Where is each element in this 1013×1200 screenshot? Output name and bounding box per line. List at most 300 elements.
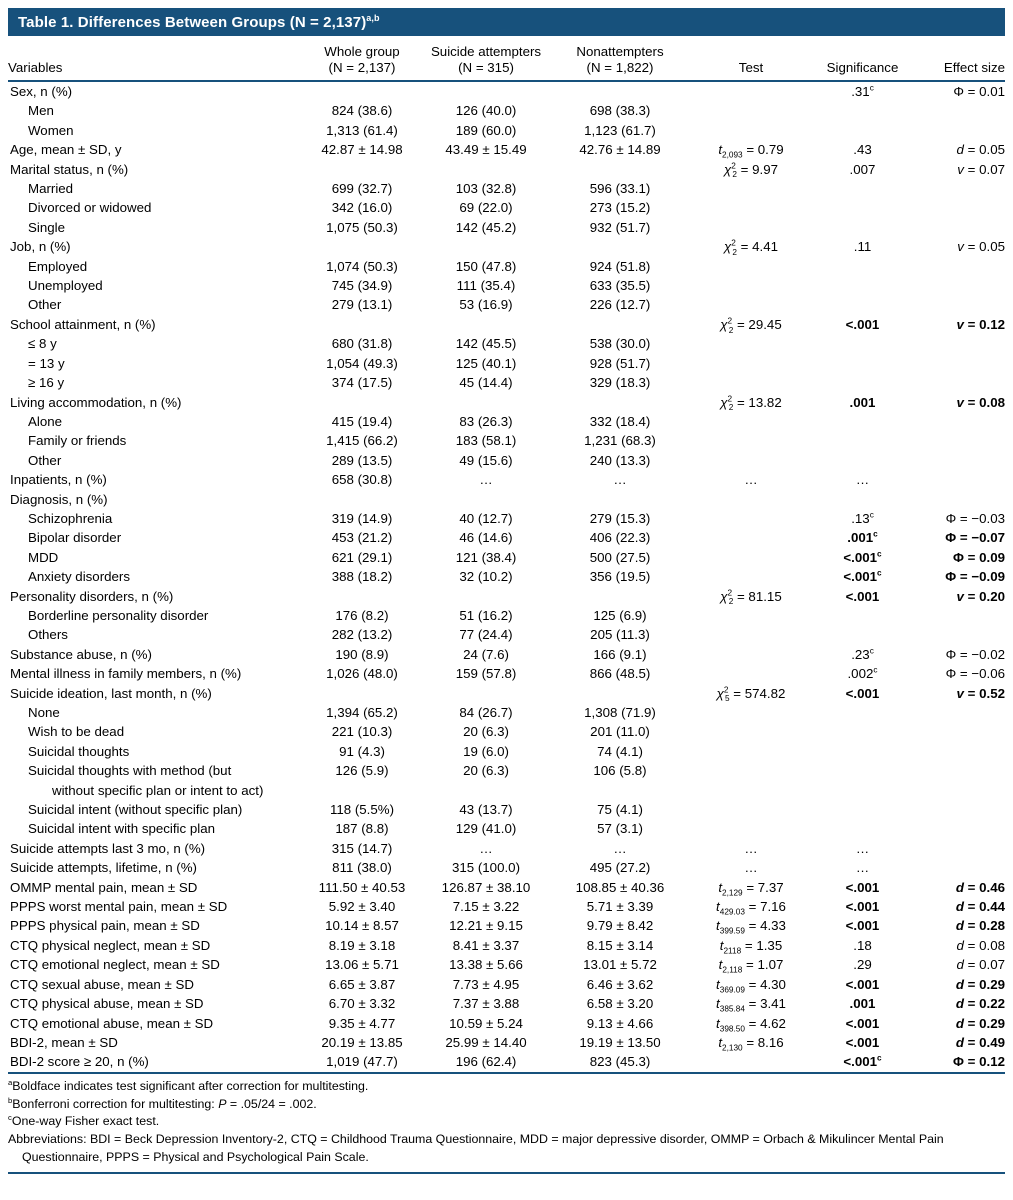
- cell-attempters: [424, 315, 548, 334]
- cell-variable: Job, n (%): [10, 239, 71, 255]
- cell-significance: .007: [849, 161, 876, 177]
- cell-attempters: 142 (45.5): [455, 336, 517, 352]
- cell-nonattempters: 928 (51.7): [589, 355, 651, 371]
- cell-nonattempters: 273 (15.2): [589, 200, 651, 216]
- cell-significance: [810, 819, 915, 838]
- table-row: [8, 140, 1005, 159]
- table-row: [8, 1052, 1005, 1072]
- cell-variable: ≤ 8 y: [28, 336, 57, 352]
- cell-nonattempters: [548, 315, 692, 334]
- cell-attempters: 69 (22.0): [459, 200, 513, 216]
- table-row: [8, 81, 1005, 101]
- cell-significance: .43: [853, 142, 872, 158]
- table-row: [8, 431, 1005, 450]
- cell-test: [692, 664, 810, 683]
- cell-significance: .23$^c$: [851, 646, 874, 662]
- cell-variable: Suicidal thoughts: [28, 743, 130, 759]
- cell-attempters: 121 (38.4): [455, 549, 517, 565]
- table-row: [8, 1014, 1005, 1033]
- table-title-footnote-marker: a,b: [366, 13, 380, 23]
- cell-nonattempters: 932 (51.7): [589, 219, 651, 235]
- cell-significance: <.001$^c$: [843, 549, 882, 565]
- cell-significance: .001$^c$: [847, 529, 878, 546]
- cell-test: [692, 606, 810, 625]
- cell-whole-group: 279 (13.1): [331, 297, 393, 313]
- cell-effect-size: Φ = 0.09: [953, 549, 1005, 565]
- cell-attempters: 12.21 ± 9.15: [449, 918, 523, 934]
- cell-variable: CTQ emotional abuse, mean ± SD: [10, 1015, 214, 1031]
- cell-effect-size: Φ = −0.06: [945, 666, 1005, 682]
- cell-attempters: …: [479, 472, 493, 488]
- cell-effect-size: [915, 295, 1005, 314]
- cell-significance: .002$^c$: [847, 665, 878, 682]
- cell-test: [692, 121, 810, 140]
- cell-attempters: 46 (14.6): [459, 530, 513, 546]
- cell-attempters: 159 (57.8): [455, 666, 517, 682]
- cell-significance: [810, 354, 915, 373]
- cell-test: [692, 509, 810, 528]
- cell-whole-group: 91 (4.3): [339, 743, 385, 759]
- cell-variable: Suicidal thoughts with method (but without specific plan or intent to act): [28, 763, 264, 798]
- cell-effect-size: d = 0.22: [955, 996, 1005, 1012]
- cell-whole-group: 176 (8.2): [335, 607, 389, 623]
- cell-attempters: 43 (13.7): [459, 802, 513, 818]
- cell-whole-group: 9.35 ± 4.77: [328, 1015, 396, 1031]
- cell-attempters: 126.87 ± 38.10: [441, 879, 531, 895]
- footnote: $^c$One-way Fisher exact test.: [8, 1113, 160, 1129]
- cell-nonattempters: 924 (51.8): [589, 258, 651, 274]
- cell-test: [692, 431, 810, 450]
- cell-effect-size: d = 0.44: [955, 899, 1005, 915]
- table-row: [8, 858, 1005, 877]
- cell-attempters: 183 (58.1): [455, 433, 517, 449]
- cell-variable: PPPS worst mental pain, mean ± SD: [10, 899, 228, 915]
- cell-whole-group: 824 (38.6): [331, 103, 393, 119]
- cell-whole-group: [300, 315, 424, 334]
- cell-variable: Family or friends: [28, 433, 127, 449]
- cell-whole-group: 374 (17.5): [331, 375, 393, 391]
- cell-effect-size: v = 0.05: [957, 239, 1005, 255]
- cell-test: [692, 257, 810, 276]
- cell-variable: Married: [28, 181, 74, 197]
- table-row: [8, 218, 1005, 237]
- cell-effect-size: [915, 121, 1005, 140]
- table-row: [8, 334, 1005, 353]
- cell-significance: <.001: [845, 899, 880, 915]
- cell-nonattempters: 1,308 (71.9): [584, 705, 656, 720]
- cell-nonattempters: 19.19 ± 13.50: [579, 1034, 661, 1050]
- cell-test: [692, 819, 810, 838]
- cell-attempters: 126 (40.0): [455, 103, 517, 119]
- cell-variable: Suicidal intent with specific plan: [28, 821, 215, 837]
- cell-nonattempters: [548, 81, 692, 101]
- table-row: [8, 509, 1005, 528]
- cell-test: $t_{398.50} = 4.62$: [716, 1015, 786, 1034]
- cell-test: [692, 567, 810, 586]
- cell-significance: <.001: [845, 1015, 880, 1031]
- cell-nonattempters: 74 (4.1): [597, 743, 643, 759]
- table-row: [8, 121, 1005, 140]
- cell-whole-group: 621 (29.1): [331, 549, 393, 565]
- table-row: [8, 315, 1005, 334]
- footnote: $^a$Boldface indicates test significant after correction for multitesting.: [8, 1077, 369, 1093]
- cell-significance: [810, 334, 915, 353]
- cell-whole-group: 315 (14.7): [331, 840, 393, 856]
- cell-test: [692, 412, 810, 431]
- cell-effect-size: [915, 334, 1005, 353]
- cell-test: $\chi^2_2 = 13.82$: [720, 394, 782, 413]
- cell-significance: [810, 742, 915, 761]
- cell-whole-group: 289 (13.5): [331, 452, 393, 468]
- cell-whole-group: 342 (16.0): [331, 200, 393, 216]
- cell-nonattempters: 329 (18.3): [589, 375, 651, 391]
- cell-effect-size: v = 0.07: [957, 161, 1005, 177]
- cell-variable: Other: [28, 452, 62, 468]
- cell-effect-size: [915, 742, 1005, 761]
- cell-significance: .18: [853, 937, 872, 953]
- cell-significance: [810, 761, 915, 800]
- table-row: [8, 761, 1005, 800]
- cell-significance: [810, 276, 915, 295]
- cell-test: $\chi^2_2 = 81.15$: [720, 588, 782, 607]
- cell-significance: [810, 625, 915, 644]
- cell-effect-size: d = 0.07: [956, 957, 1005, 973]
- cell-nonattempters: [548, 160, 692, 179]
- cell-significance: <.001: [845, 588, 880, 604]
- cell-nonattempters: 240 (13.3): [589, 452, 651, 468]
- cell-whole-group: 415 (19.4): [331, 413, 393, 429]
- table-row: [8, 664, 1005, 683]
- cell-significance: <.001$^c$: [843, 1053, 882, 1070]
- cell-effect-size: [915, 761, 1005, 800]
- cell-attempters: [424, 81, 548, 101]
- cell-effect-size: v = 0.08: [956, 394, 1005, 410]
- cell-test: [692, 81, 810, 101]
- cell-attempters: 150 (47.8): [455, 258, 517, 274]
- cell-whole-group: 190 (8.9): [335, 646, 389, 662]
- cell-variable: Anxiety disorders: [28, 569, 130, 585]
- cell-effect-size: [915, 800, 1005, 819]
- cell-whole-group: 8.19 ± 3.18: [328, 937, 396, 953]
- cell-test: …: [744, 860, 758, 876]
- cell-attempters: 189 (60.0): [455, 122, 517, 138]
- cell-effect-size: d = 0.28: [955, 918, 1005, 934]
- cell-whole-group: 453 (21.2): [331, 530, 393, 546]
- cell-nonattempters: 57 (3.1): [597, 821, 643, 837]
- cell-variable: CTQ physical neglect, mean ± SD: [10, 937, 211, 953]
- cell-variable: Borderline personality disorder: [28, 607, 209, 623]
- cell-significance: .29: [853, 957, 872, 973]
- cell-effect-size: Φ = −0.07: [945, 530, 1005, 546]
- cell-attempters: 43.49 ± 15.49: [445, 142, 527, 158]
- table-row: [8, 994, 1005, 1013]
- cell-effect-size: [915, 490, 1005, 509]
- cell-whole-group: [300, 684, 424, 703]
- cell-variable: Suicide ideation, last month, n (%): [10, 685, 212, 701]
- cell-attempters: 45 (14.4): [459, 375, 513, 391]
- cell-nonattempters: 538 (30.0): [589, 336, 651, 352]
- cell-test: [692, 645, 810, 664]
- cell-whole-group: 1,075 (50.3): [326, 219, 398, 235]
- cell-variable: School attainment, n (%): [10, 316, 156, 332]
- cell-variable: Men: [28, 103, 54, 119]
- cell-significance: <.001: [845, 316, 880, 332]
- cell-variable: Inpatients, n (%): [10, 472, 107, 488]
- cell-test: [692, 761, 810, 800]
- table-header: [8, 36, 1005, 81]
- col-header-variables: Variables: [8, 36, 300, 81]
- cell-attempters: 129 (41.0): [455, 821, 517, 837]
- cell-whole-group: 811 (38.0): [332, 860, 392, 876]
- cell-effect-size: [915, 839, 1005, 858]
- cell-effect-size: [915, 354, 1005, 373]
- cell-nonattempters: 108.85 ± 40.36: [575, 879, 665, 895]
- table-row: [8, 916, 1005, 935]
- cell-test: [692, 490, 810, 509]
- cell-effect-size: [915, 101, 1005, 120]
- cell-attempters: [424, 587, 548, 606]
- cell-significance: [810, 800, 915, 819]
- cell-test: $t_{385.84} = 3.41$: [716, 996, 786, 1014]
- cell-effect-size: v = 0.20: [956, 588, 1005, 604]
- cell-whole-group: 1,394 (65.2): [326, 705, 398, 720]
- cell-significance: [810, 431, 915, 450]
- table-row: [8, 528, 1005, 547]
- cell-whole-group: 5.92 ± 3.40: [328, 899, 396, 915]
- cell-nonattempters: [548, 393, 692, 412]
- cell-whole-group: 13.06 ± 5.71: [325, 957, 399, 973]
- cell-significance: .001: [849, 996, 876, 1012]
- cell-variable: Suicidal intent (without specific plan): [28, 802, 243, 818]
- cell-effect-size: [915, 703, 1005, 722]
- cell-variable: Unemployed: [28, 278, 103, 294]
- cell-nonattempters: 5.71 ± 3.39: [586, 899, 654, 915]
- cell-variable: BDI-2 score ≥ 20, n (%): [10, 1054, 149, 1070]
- cell-attempters: [424, 237, 548, 256]
- table-row: [8, 936, 1005, 955]
- cell-variable: Marital status, n (%): [10, 161, 129, 177]
- cell-nonattempters: 596 (33.1): [589, 181, 651, 197]
- cell-significance: [810, 101, 915, 120]
- cell-variable: Age, mean ± SD, y: [10, 142, 122, 158]
- cell-test: [692, 722, 810, 741]
- cell-whole-group: 1,026 (48.0): [326, 666, 398, 682]
- cell-effect-size: d = 0.29: [955, 976, 1005, 992]
- cell-nonattempters: 1,231 (68.3): [584, 433, 656, 449]
- cell-whole-group: 111.50 ± 40.53: [318, 879, 406, 895]
- table-row: [8, 179, 1005, 198]
- cell-variable: Single: [28, 219, 65, 235]
- cell-effect-size: [915, 179, 1005, 198]
- cell-test: [692, 703, 810, 722]
- cell-variable: Others: [28, 627, 68, 643]
- cell-significance: [810, 373, 915, 392]
- cell-attempters: 315 (100.0): [451, 860, 520, 876]
- cell-effect-size: d = 0.08: [956, 937, 1005, 953]
- cell-nonattempters: …: [613, 840, 627, 856]
- cell-significance: [810, 198, 915, 217]
- cell-variable: Alone: [28, 413, 63, 429]
- cell-significance: .13$^c$: [851, 510, 874, 526]
- cell-attempters: 53 (16.9): [459, 297, 513, 313]
- col-header-whole-group: Whole group (N = 2,137): [300, 36, 424, 81]
- cell-nonattempters: 201 (11.0): [590, 724, 650, 740]
- cell-nonattempters: 9.79 ± 8.42: [586, 918, 654, 934]
- table-row: [8, 839, 1005, 858]
- cell-attempters: 77 (24.4): [459, 627, 513, 643]
- cell-effect-size: d = 0.49: [955, 1034, 1005, 1050]
- cell-test: [692, 800, 810, 819]
- cell-nonattempters: 9.13 ± 4.66: [586, 1015, 654, 1031]
- cell-variable: Other: [28, 297, 62, 313]
- cell-whole-group: [300, 81, 424, 101]
- cell-variable: Living accommodation, n (%): [10, 394, 182, 410]
- cell-attempters: 25.99 ± 14.40: [445, 1034, 527, 1050]
- table-row: [8, 742, 1005, 761]
- col-header-significance: Significance: [810, 36, 915, 81]
- header-row: [8, 36, 1005, 81]
- table-row: [8, 800, 1005, 819]
- cell-significance: [810, 703, 915, 722]
- cell-effect-size: [915, 276, 1005, 295]
- cell-effect-size: Φ = −0.09: [945, 569, 1005, 585]
- cell-attempters: 20 (6.3): [463, 763, 509, 779]
- cell-effect-size: Φ = −0.03: [945, 510, 1005, 526]
- cell-effect-size: [915, 431, 1005, 450]
- cell-effect-size: Φ = 0.12: [953, 1054, 1005, 1070]
- cell-whole-group: 1,074 (50.3): [326, 258, 398, 274]
- cell-test: $\chi^2_2 = 4.41$: [723, 238, 779, 257]
- cell-nonattempters: 332 (18.4): [589, 413, 651, 429]
- cell-variable: Women: [28, 122, 74, 138]
- cell-whole-group: 118 (5.5%): [329, 802, 395, 818]
- cell-effect-size: [915, 451, 1005, 470]
- cell-nonattempters: 13.01 ± 5.72: [583, 957, 657, 973]
- cell-whole-group: 6.65 ± 3.87: [328, 976, 396, 992]
- cell-significance: [810, 257, 915, 276]
- cell-attempters: 7.37 ± 3.88: [452, 996, 520, 1012]
- cell-effect-size: [915, 625, 1005, 644]
- cell-test: [692, 451, 810, 470]
- cell-whole-group: 319 (14.9): [331, 510, 393, 526]
- cell-effect-size: v = 0.52: [956, 685, 1005, 701]
- cell-significance: <.001: [845, 685, 880, 701]
- cell-whole-group: [300, 490, 424, 509]
- cell-test: $t_{399.59} = 4.33$: [716, 918, 786, 937]
- cell-nonattempters: 1,123 (61.7): [584, 122, 656, 138]
- cell-test: …: [744, 840, 758, 856]
- footnotes: [8, 1074, 1005, 1174]
- cell-effect-size: [915, 470, 1005, 489]
- cell-nonattempters: 823 (45.3): [589, 1054, 651, 1070]
- table-row: [8, 101, 1005, 120]
- cell-whole-group: 126 (5.9): [335, 763, 389, 779]
- cell-whole-group: 20.19 ± 13.85: [321, 1034, 403, 1050]
- cell-variable: Sex, n (%): [10, 84, 73, 99]
- cell-attempters: 10.59 ± 5.24: [449, 1015, 523, 1031]
- table-row: [8, 276, 1005, 295]
- cell-significance: .11: [853, 239, 872, 255]
- cell-nonattempters: [548, 490, 692, 509]
- cell-effect-size: [915, 606, 1005, 625]
- cell-attempters: 19 (6.0): [463, 743, 509, 759]
- cell-variable: MDD: [28, 549, 59, 565]
- cell-variable: Divorced or widowed: [28, 200, 152, 216]
- cell-test: [692, 101, 810, 120]
- cell-whole-group: 42.87 ± 14.98: [321, 142, 403, 158]
- table-row: [8, 625, 1005, 644]
- cell-test: [692, 334, 810, 353]
- cell-test: $t_{429.03} = 7.16$: [716, 899, 786, 917]
- cell-attempters: 103 (32.8): [455, 181, 517, 197]
- table-row: [8, 412, 1005, 431]
- table-row: [8, 160, 1005, 179]
- cell-significance: <.001: [845, 1034, 880, 1050]
- cell-test: [692, 528, 810, 547]
- table-row: [8, 703, 1005, 722]
- cell-attempters: 83 (26.3): [459, 413, 513, 429]
- table-row: [8, 295, 1005, 314]
- cell-variable: Personality disorders, n (%): [10, 588, 174, 604]
- cell-variable: BDI-2, mean ± SD: [10, 1034, 118, 1050]
- cell-nonattempters: 205 (11.3): [590, 627, 650, 643]
- table-row: [8, 897, 1005, 916]
- cell-test: $\chi^2_2 = 29.45$: [720, 316, 782, 335]
- cell-attempters: 8.41 ± 3.37: [452, 937, 520, 953]
- cell-nonattempters: 6.58 ± 3.20: [586, 996, 654, 1012]
- cell-test: [692, 198, 810, 217]
- cell-test: $t_{2,129} = 7.37$: [718, 879, 784, 898]
- cell-effect-size: [915, 722, 1005, 741]
- cell-test: [692, 742, 810, 761]
- cell-attempters: 7.15 ± 3.22: [452, 899, 520, 915]
- table-row: [8, 393, 1005, 412]
- cell-attempters: 20 (6.3): [463, 724, 509, 740]
- table-title-bar: [8, 8, 1005, 36]
- cell-whole-group: 680 (31.8): [331, 336, 393, 352]
- cell-variable: CTQ emotional neglect, mean ± SD: [10, 957, 220, 973]
- cell-effect-size: Φ = −0.02: [945, 646, 1005, 662]
- cell-attempters: …: [479, 840, 493, 856]
- table-title: Table 1. Differences Between Groups (N = 2,137): [18, 14, 367, 31]
- cell-attempters: [424, 684, 548, 703]
- cell-whole-group: [300, 587, 424, 606]
- table-row: [8, 257, 1005, 276]
- cell-nonattempters: 356 (19.5): [589, 569, 651, 585]
- cell-attempters: 51 (16.2): [459, 607, 513, 623]
- table-row: [8, 587, 1005, 606]
- cell-significance: …: [855, 860, 870, 876]
- cell-test: $t_{369.09} = 4.30$: [716, 976, 786, 995]
- cell-attempters: 125 (40.1): [455, 355, 517, 371]
- cell-variable: = 13 y: [28, 355, 65, 371]
- cell-effect-size: [915, 858, 1005, 877]
- cell-attempters: [424, 490, 548, 509]
- cell-nonattempters: …: [613, 472, 627, 488]
- cell-nonattempters: 6.46 ± 3.62: [586, 976, 654, 992]
- cell-test: $\chi^2_2 = 9.97$: [723, 161, 779, 180]
- cell-test: $t_{2,093} = 0.79$: [718, 142, 784, 160]
- cell-variable: Bipolar disorder: [28, 530, 122, 546]
- cell-nonattempters: 279 (15.3): [589, 510, 651, 526]
- table-row: [8, 373, 1005, 392]
- cell-nonattempters: 75 (4.1): [597, 802, 643, 818]
- col-header-nonattempters: Nonattempters (N = 1,822): [548, 36, 692, 81]
- cell-variable: CTQ sexual abuse, mean ± SD: [10, 976, 194, 992]
- cell-attempters: 196 (62.4): [455, 1054, 517, 1070]
- table-row: [8, 975, 1005, 994]
- cell-test: $t_{2,130} = 8.16$: [718, 1034, 784, 1053]
